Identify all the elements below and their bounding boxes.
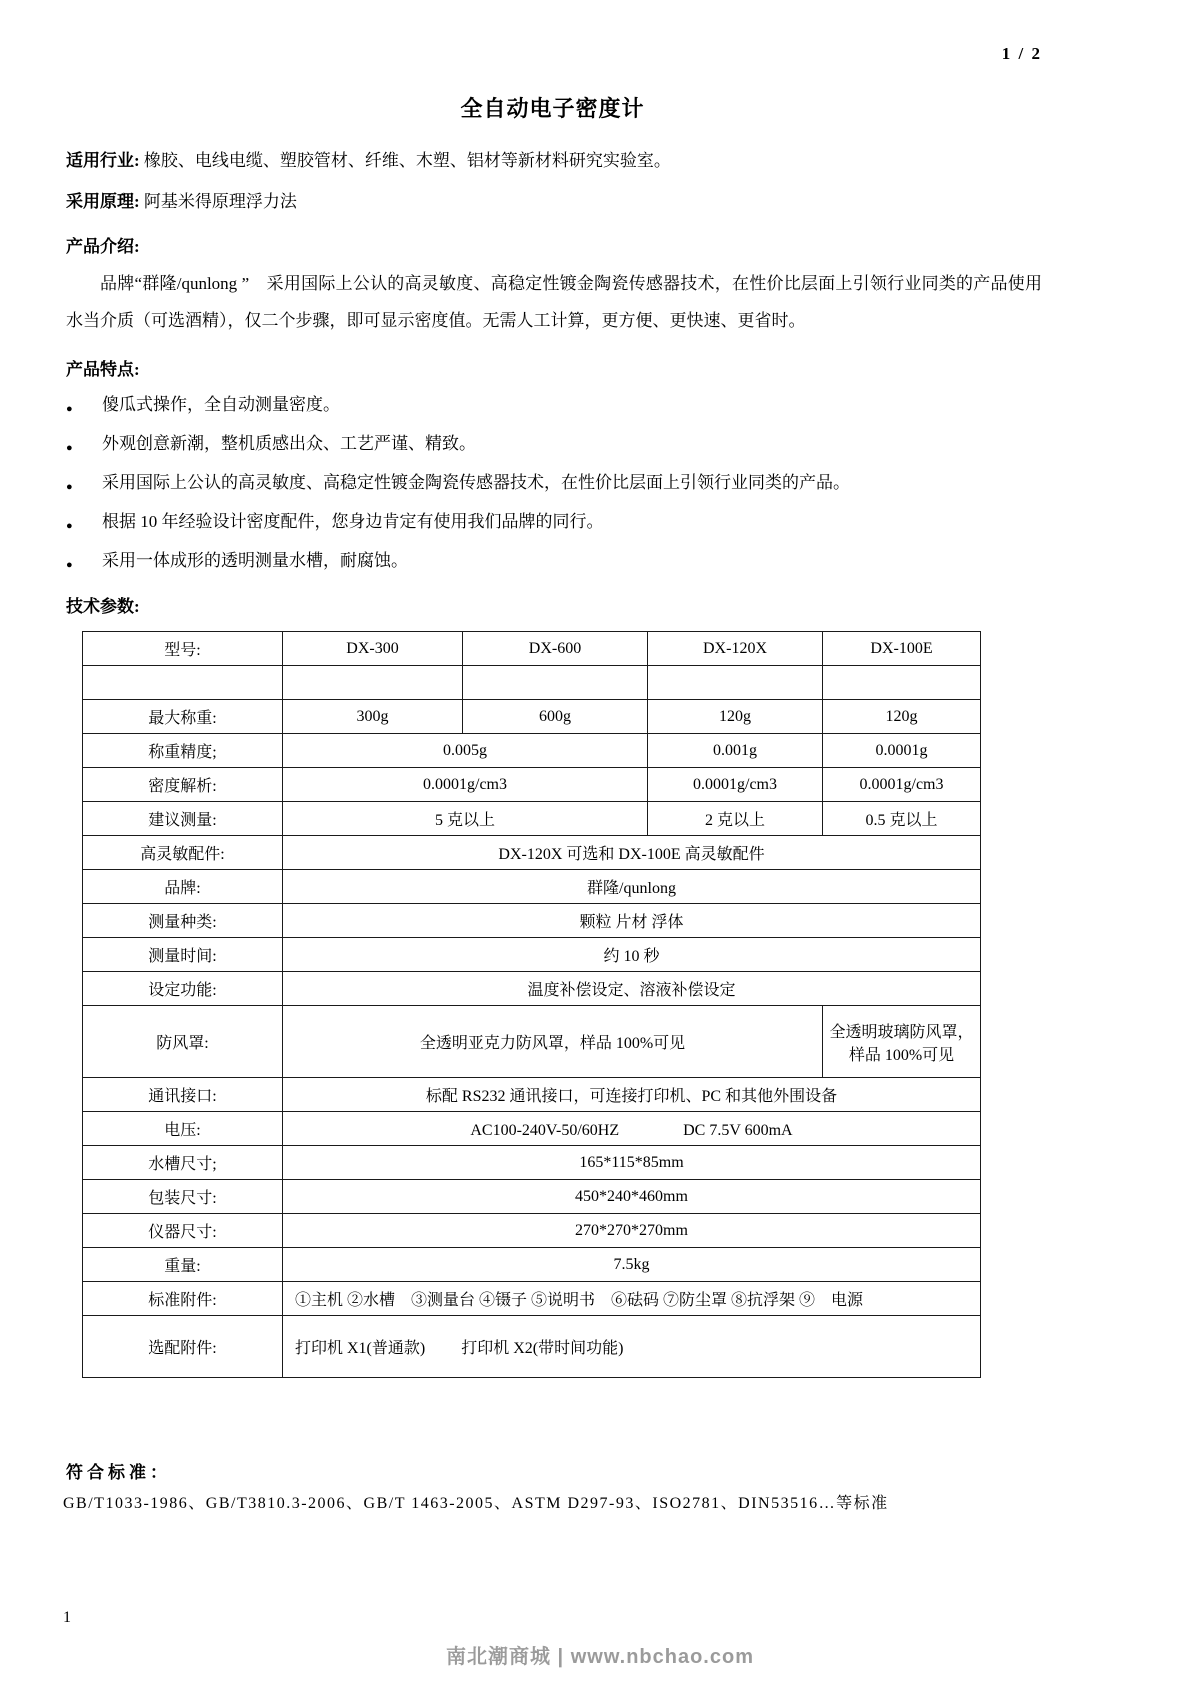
spec-cell: 300g: [283, 700, 463, 734]
spec-row: [83, 938, 981, 972]
spec-row: [83, 870, 981, 904]
spec-cell: 0.0001g/cm3: [648, 768, 823, 802]
industry-line: [63, 147, 1042, 175]
spec-row-label: 重量:: [83, 1248, 283, 1282]
spec-row: [83, 1112, 981, 1146]
spec-row: [83, 802, 981, 836]
standards-heading: 符合标准：: [66, 1463, 171, 1482]
spec-cell: DX-100E: [823, 632, 981, 666]
spec-row: [83, 666, 981, 700]
spec-cell: 打印机 X1(普通款) 打印机 X2(带时间功能): [283, 1316, 981, 1378]
principle-line: [63, 188, 1042, 216]
spec-cell: 全透明玻璃防风罩，样品 100%可见: [823, 1006, 981, 1078]
spec-row-label: 称重精度;: [83, 734, 283, 768]
spec-cell: ①主机 ②水槽 ③测量台 ④镊子 ⑤说明书 ⑥砝码 ⑦防尘罩 ⑧抗浮架 ⑨ 电源: [283, 1282, 981, 1316]
feature-item: [66, 472, 1042, 498]
spec-cell: 2 克以上: [648, 802, 823, 836]
standards-text: GB/T1033-1986、GB/T3810.3-2006、GB/T 1463-2005、ASTM D297-93、ISO2781、DIN53516…等标准: [63, 1495, 889, 1512]
spec-cell: AC100-240V-50/60HZ DC 7.5V 600mA: [283, 1112, 981, 1146]
spec-row: [83, 1006, 981, 1078]
spec-row-label: 包装尺寸:: [83, 1180, 283, 1214]
spec-cell: 群隆/qunlong: [283, 870, 981, 904]
feature-text: 采用一体成形的透明测量水槽，耐腐蚀。: [102, 551, 408, 570]
bullet-icon: ●: [66, 559, 73, 571]
spec-row: [83, 1078, 981, 1112]
spec-row-label: 最大称重:: [83, 700, 283, 734]
features-heading: 产品特点:: [66, 360, 140, 379]
spec-row: [83, 768, 981, 802]
bullet-icon: ●: [66, 520, 73, 532]
feature-text: 根据 10 年经验设计密度配件，您身边肯定有使用我们品牌的同行。: [102, 512, 604, 531]
feature-text: 采用国际上公认的高灵敏度、高稳定性镀金陶瓷传感器技术，在性价比层面上引领行业同类的产品。: [102, 473, 850, 492]
spec-cell: 温度补偿设定、溶液补偿设定: [283, 972, 981, 1006]
spec-row-label: 测量时间:: [83, 938, 283, 972]
spec-cell: 0.0001g/cm3: [823, 768, 981, 802]
spec-row-label: 建议测量:: [83, 802, 283, 836]
spec-row-label: 水槽尺寸;: [83, 1146, 283, 1180]
spec-cell: 标配 RS232 通讯接口，可连接打印机、PC 和其他外围设备: [283, 1078, 981, 1112]
spec-cell: 7.5kg: [283, 1248, 981, 1282]
spec-row: [83, 836, 981, 870]
spec-row: [83, 972, 981, 1006]
spec-row-label: 高灵敏配件:: [83, 836, 283, 870]
spec-row-label: 密度解析:: [83, 768, 283, 802]
spec-cell: 0.5 克以上: [823, 802, 981, 836]
spec-cell: 0.001g: [648, 734, 823, 768]
principle-text: 阿基米得原理浮力法: [143, 192, 297, 211]
spec-row: [83, 1146, 981, 1180]
spec-row-label: 型号:: [83, 632, 283, 666]
spec-row-label: 防风罩:: [83, 1006, 283, 1078]
spec-cell: 约 10 秒: [283, 938, 981, 972]
bottom-page-number: 1: [63, 1609, 71, 1626]
spec-row-label: 标准附件:: [83, 1282, 283, 1316]
bullet-icon: ●: [66, 481, 73, 493]
spec-cell: 0.0001g/cm3: [283, 768, 648, 802]
specs-heading: 技术参数:: [66, 597, 140, 616]
spec-cell: [283, 666, 463, 700]
spec-row-label: 品牌:: [83, 870, 283, 904]
spec-row: [83, 632, 981, 666]
spec-row-label: 电压:: [83, 1112, 283, 1146]
spec-cell: [823, 666, 981, 700]
bullet-icon: ●: [66, 442, 73, 454]
spec-cell: 600g: [463, 700, 648, 734]
intro-paragraph: 品牌“群隆/qunlong ” 采用国际上公认的高灵敏度、高稳定性镀金陶瓷传感器技术，在性价比层面上引领行业同类的产品使用水当介质（可选酒精），仅二个步骤，即可显示密度值。无需人工计算，更方便、更快速、更省时。: [66, 274, 1042, 330]
spec-row-label: 选配附件:: [83, 1316, 283, 1378]
spec-row-label: 仪器尺寸:: [83, 1214, 283, 1248]
spec-row-label: 设定功能:: [83, 972, 283, 1006]
principle-label: 采用原理:: [66, 192, 140, 211]
page-number: 1 / 2: [1001, 44, 1042, 63]
spec-cell: DX-600: [463, 632, 648, 666]
spec-cell: 270*270*270mm: [283, 1214, 981, 1248]
spec-cell: 5 克以上: [283, 802, 648, 836]
spec-row: [83, 1316, 981, 1378]
spec-row: [83, 734, 981, 768]
intro-heading: 产品介绍:: [66, 237, 140, 256]
spec-row-label: 测量种类:: [83, 904, 283, 938]
spec-row: [83, 1248, 981, 1282]
feature-item: [66, 550, 1042, 576]
spec-row: [83, 1180, 981, 1214]
spec-row-label: 通讯接口:: [83, 1078, 283, 1112]
footer-brand: 南北潮商城 | www.nbchao.com: [446, 1646, 754, 1668]
feature-item: [66, 511, 1042, 537]
spec-cell: 全透明亚克力防风罩，样品 100%可见: [283, 1006, 823, 1078]
spec-cell: 450*240*460mm: [283, 1180, 981, 1214]
page-title: 全自动电子密度计: [460, 96, 645, 121]
spec-row: [83, 700, 981, 734]
spec-row: [83, 1214, 981, 1248]
industry-text: 橡胶、电线电缆、塑胶管材、纤维、木塑、铝材等新材料研究实验室。: [143, 151, 671, 170]
feature-item: [66, 394, 1042, 420]
spec-cell: DX-120X: [648, 632, 823, 666]
spec-cell: [648, 666, 823, 700]
spec-cell: DX-300: [283, 632, 463, 666]
spec-cell: 0.0001g: [823, 734, 981, 768]
spec-cell: 120g: [648, 700, 823, 734]
spec-row-label: [83, 666, 283, 700]
feature-text: 外观创意新潮，整机质感出众、工艺严谨、精致。: [102, 434, 476, 453]
features-list: [63, 394, 1042, 576]
industry-label: 适用行业:: [66, 151, 140, 170]
spec-row: [83, 1282, 981, 1316]
spec-cell: [463, 666, 648, 700]
spec-cell: 0.005g: [283, 734, 648, 768]
bullet-icon: ●: [66, 403, 73, 415]
spec-row: [83, 904, 981, 938]
spec-cell: DX-120X 可选和 DX-100E 高灵敏配件: [283, 836, 981, 870]
feature-item: [66, 433, 1042, 459]
spec-cell: 颗粒 片材 浮体: [283, 904, 981, 938]
specs-table: [82, 631, 981, 1378]
spec-cell: 165*115*85mm: [283, 1146, 981, 1180]
specs-table-body: [83, 632, 981, 1378]
spec-cell: 120g: [823, 700, 981, 734]
feature-text: 傻瓜式操作，全自动测量密度。: [102, 395, 340, 414]
